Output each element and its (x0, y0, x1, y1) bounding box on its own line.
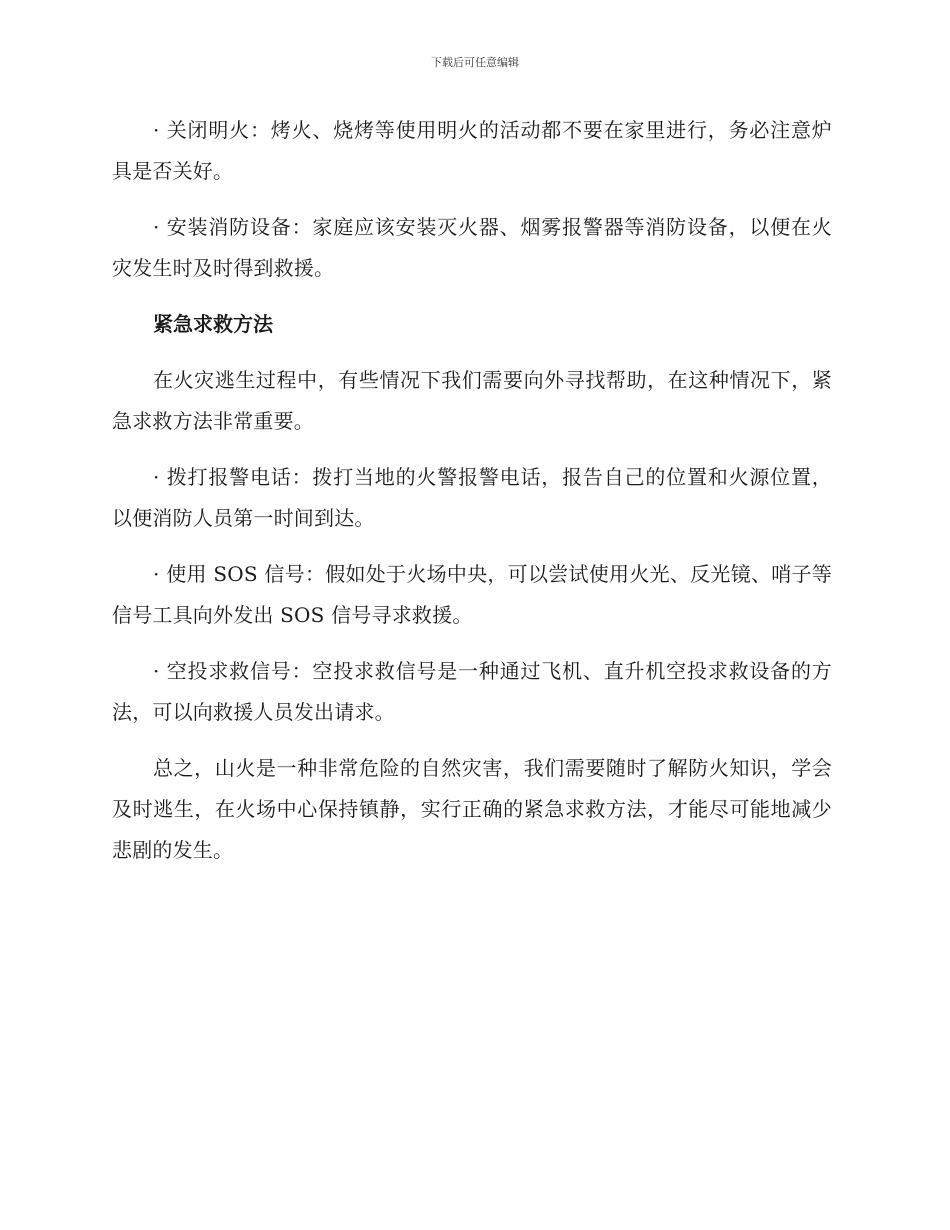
page-header: 下载后可任意编辑 (431, 56, 519, 69)
document-body (112, 110, 832, 886)
paragraph-call-alarm: · 拨打报警电话：拨打当地的火警报警电话，报告自己的位置和火源位置，以便消防人员第一时间到达。 (112, 465, 832, 530)
paragraph-sos-signal: · 使用 SOS 信号：假如处于火场中央，可以尝试使用火光、反光镜、哨子等信号工具向外发出 SOS 信号寻求救援。 (112, 562, 832, 627)
paragraph-rescue-intro: 在火灾逃生过程中，有些情况下我们需要向外寻找帮助，在这种情况下，紧急求救方法非常重要。 (112, 368, 832, 433)
paragraph-airdrop-signal: · 空投求救信号：空投求救信号是一种通过飞机、直升机空投求救设备的方法，可以向救援人员发出请求。 (112, 659, 832, 724)
paragraph-conclusion: 总之，山火是一种非常危险的自然灾害，我们需要随时了解防火知识，学会及时逃生，在火场中心保持镇静，实行正确的紧急求救方法，才能尽可能地减少悲剧的发生。 (112, 756, 832, 862)
paragraph-install-fire-equipment: · 安装消防设备：家庭应该安装灭火器、烟雾报警器等消防设备，以便在火灾发生时及时得到救援。 (112, 215, 832, 280)
section-heading-emergency-rescue: 紧急求救方法 (153, 312, 273, 336)
paragraph-close-open-fire: · 关闭明火：烤火、烧烤等使用明火的活动都不要在家里进行，务必注意炉具是否关好。 (112, 118, 832, 183)
